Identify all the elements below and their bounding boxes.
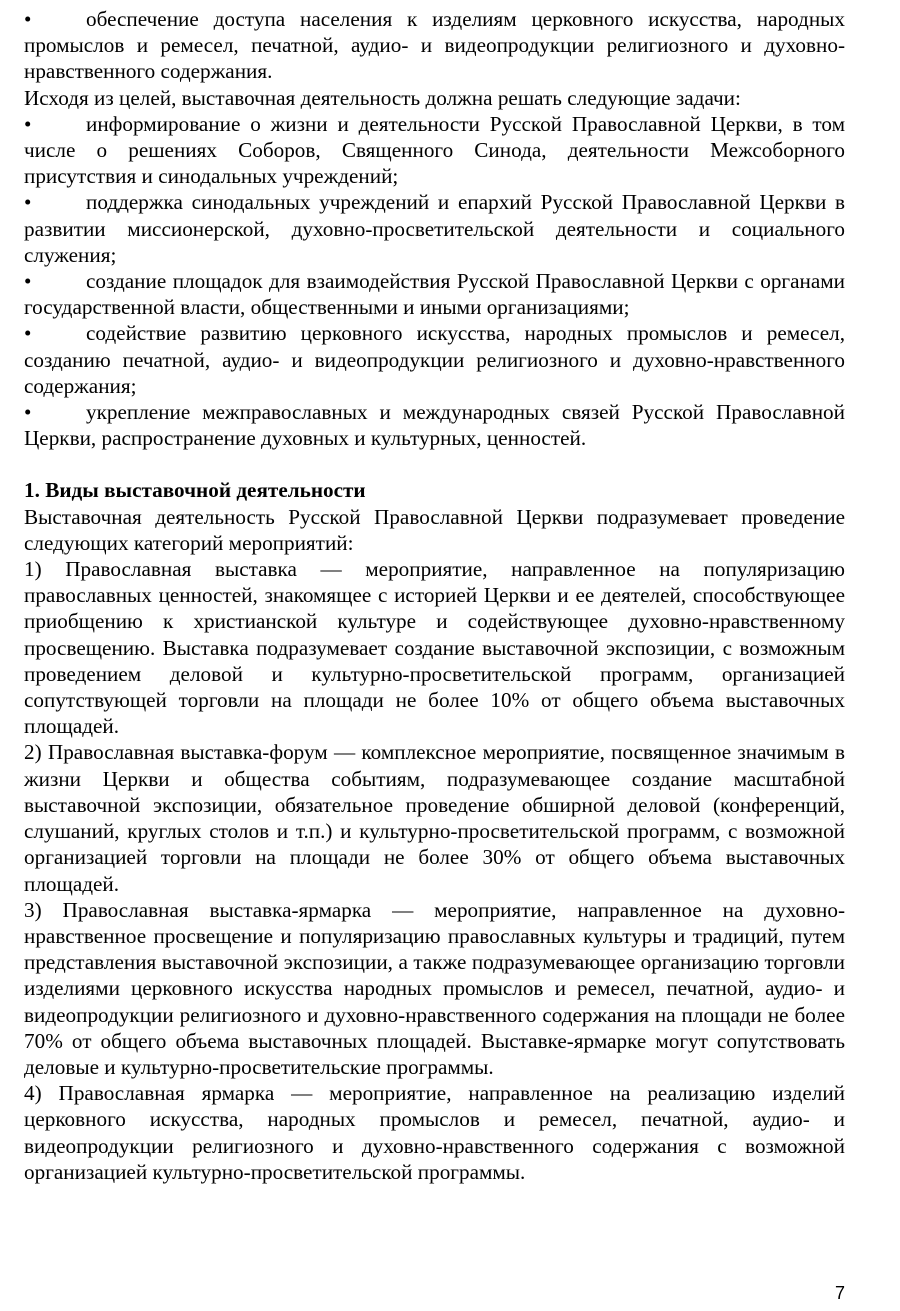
task-item: [24, 189, 845, 268]
section-intro: Выставочная деятельность Русской Православной Церкви подразумевает проведение следующих категорий мероприятий:: [24, 504, 845, 555]
bullet-icon: •: [24, 190, 32, 215]
task-item: [24, 320, 845, 399]
page-number: 7: [834, 1283, 845, 1303]
bullet-icon: •: [24, 400, 32, 425]
task-text: создание площадок для взаимодействия Русской Православной Церкви с органами государственной власти, общественными и иными организациями;: [24, 269, 845, 320]
bullet-icon: •: [24, 269, 32, 294]
task-text: содействие развитию церковного искусства, народных промыслов и ремесел, созданию печатной, аудио- и видеопродукции религиозного и духовно-нравственного содержания;: [24, 321, 845, 398]
category-paragraph: 3) Православная выставка-ярмарка — мероприятие, направленное на духовно-нравственное просвещение и популяризацию православных культуры и традиций, путем представления выставочной экспозиции, а также подразумевающее организацию торговли изделиями церковного искусства народных промыслов и ремесел, печатной, аудио- и видеопродукции религиозного и духовно-нравственного содержания на площади не более 70% от общего объема выставочных площадей. Выставке-ярмарке могут сопутствовать деловые и культурно-просветительские программы.: [24, 897, 845, 1079]
category-paragraph: 2) Православная выставка-форум — комплексное мероприятие, посвященное значимым в жизни Церкви и общества событиям, подразумевающее создание масштабной выставочной экспозиции, обязательное проведение обширной деловой (конференций, слушаний, круглых столов и т.п.) и культурно-просветительской программ, с возможной организацией торговли на площади не более 30% от общего объема выставочных площадей.: [24, 740, 845, 896]
task-text: поддержка синодальных учреждений и епархий Русской Православной Церкви в развитии миссионерской, духовно-просветительской деятельности и социального служения;: [24, 190, 845, 267]
task-item: [24, 399, 845, 451]
task-item: [24, 268, 845, 320]
bullet-icon: •: [24, 7, 32, 31]
document-page: [24, 6, 845, 1185]
intro-bullet-item: [24, 6, 845, 85]
task-text: информирование о жизни и деятельности Русской Православной Церкви, в том числе о решениях Соборов, Священного Синода, деятельности Межсоборного присутствия и синодальных учреждений;: [24, 111, 845, 189]
category-paragraph: 4) Православная ярмарка — мероприятие, направленное на реализацию изделий церковного искусства, народных промыслов и ремесел, печатной, аудио- и видеопродукции религиозного и духовно-нравственного содержания с возможной организацией культурно-просветительской программы.: [24, 1081, 845, 1184]
task-item: [24, 111, 845, 190]
section-spacer: [24, 451, 845, 477]
bullet-icon: •: [24, 321, 32, 346]
category-paragraph: 1) Православная выставка — мероприятие, направленное на популяризацию православных ценностей, знакомящее с историей Церкви и ее деятелей, способствующее приобщению к христианской культуре и содействующее духовно-нравственному просвещению. Выставка подразумевает создание выставочной экспозиции, с возможным проведением деловой и культурно-просветительской программ, организацией сопутствующей торговли на площади не более 10% от общего объема выставочных площадей.: [24, 557, 845, 739]
section-heading: 1. Виды выставочной деятельности: [24, 478, 366, 503]
tasks-intro: Исходя из целей, выставочная деятельность должна решать следующие задачи:: [24, 85, 741, 110]
intro-bullet-text: обеспечение доступа населения к изделиям церковного искусства, народных промыслов и ремесел, печатной, аудио- и видеопродукции религиозного и духовно-нравственного содержания.: [24, 7, 845, 84]
bullet-icon: •: [24, 111, 32, 136]
task-text: укрепление межправославных и международных связей Русской Православной Церкви, распространение духовных и культурных, ценностей.: [24, 400, 845, 451]
